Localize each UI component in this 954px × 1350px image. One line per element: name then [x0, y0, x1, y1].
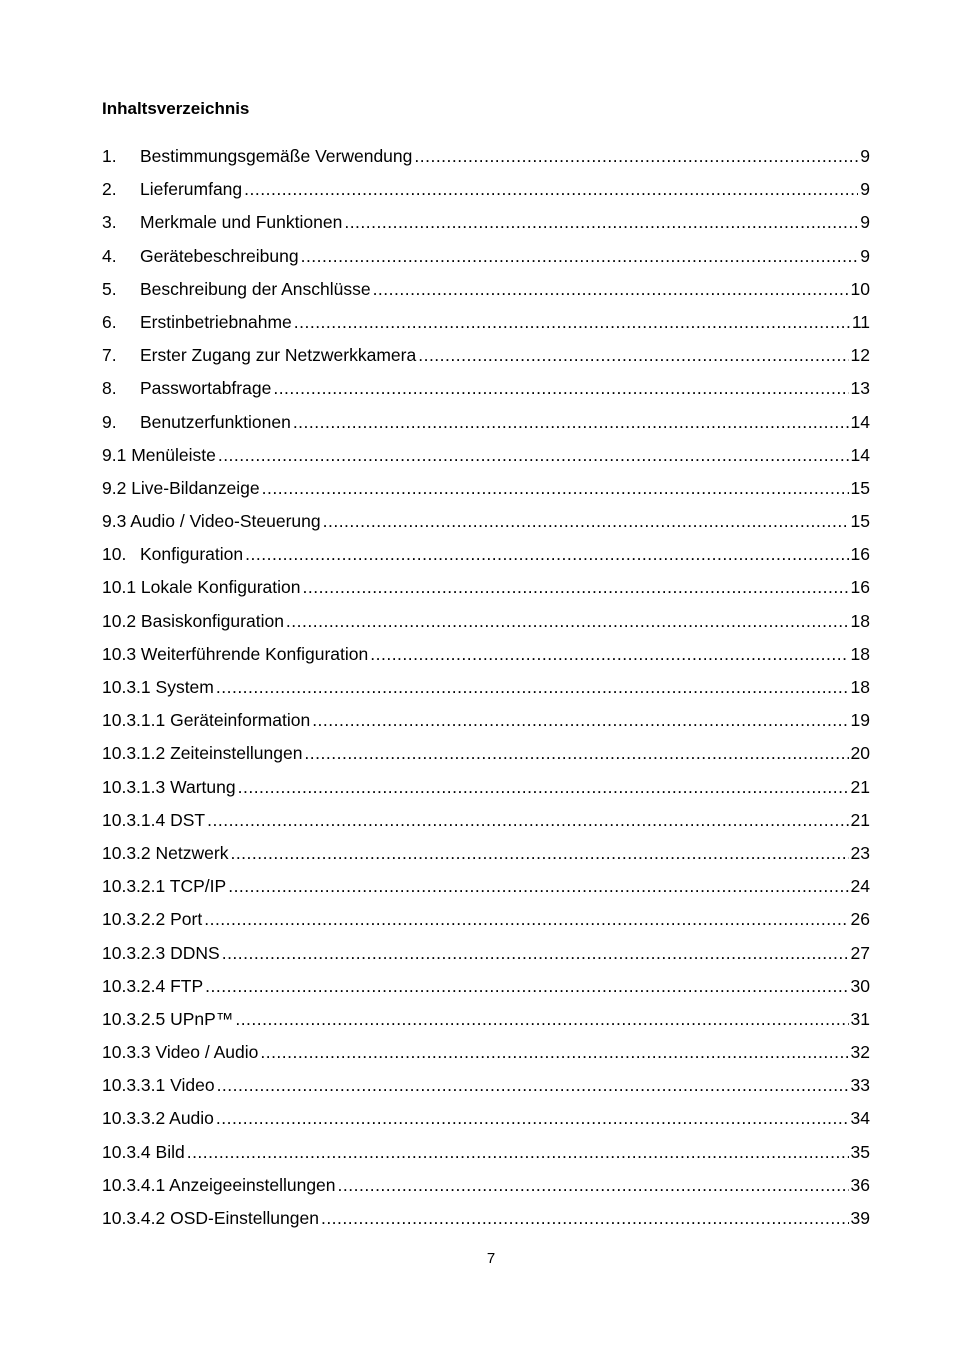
toc-entry-page: 16 — [850, 544, 870, 565]
toc-dot-leader — [216, 1102, 849, 1135]
page-number: 7 — [486, 1250, 496, 1267]
toc-entry-number: 3. — [102, 212, 117, 233]
toc-entry[interactable] — [102, 472, 870, 505]
toc-dot-leader — [222, 937, 849, 970]
toc-entry-page: 9 — [860, 146, 870, 166]
toc-dot-leader — [344, 206, 858, 239]
toc-entry-label: 9.1 Menüleiste — [102, 444, 216, 465]
toc-dot-leader — [216, 671, 849, 704]
toc-title: Inhaltsverzeichnis — [102, 99, 250, 118]
toc-dot-leader — [187, 1136, 849, 1169]
toc-dot-leader — [207, 804, 848, 837]
toc-entry-label: 10.3.2 Netzwerk — [102, 842, 229, 863]
toc-entry[interactable] — [102, 870, 870, 903]
toc-entry-page: 18 — [850, 643, 870, 664]
toc-dot-leader — [228, 870, 848, 903]
toc-entry[interactable] — [102, 1102, 870, 1135]
toc-dot-leader — [418, 339, 848, 372]
toc-entry-label: Benutzerfunktionen — [140, 411, 291, 432]
toc-entry-page: 13 — [850, 378, 870, 399]
toc-entry-label: Passwortabfrage — [140, 378, 272, 399]
toc-entry-number: 2. — [102, 179, 117, 200]
toc-entry[interactable] — [102, 372, 870, 405]
toc-entry-page: 14 — [850, 411, 870, 432]
toc-entry-label: 10.3.2.3 DDNS — [102, 942, 220, 963]
toc-dot-leader — [238, 771, 849, 804]
toc-entry-label: 10.3.2.4 FTP — [102, 975, 204, 996]
toc-entry-label: 10.3.3.1 Video — [102, 1075, 215, 1096]
toc-entry-page: 32 — [850, 1042, 870, 1063]
toc-dot-leader — [205, 970, 848, 1003]
toc-dot-leader — [235, 1003, 848, 1036]
toc-entry-page: 21 — [850, 776, 870, 797]
toc-entry-page: 24 — [850, 876, 870, 897]
toc-entry[interactable] — [102, 505, 870, 538]
toc-entry[interactable] — [102, 240, 870, 273]
toc-entry[interactable] — [102, 140, 870, 173]
toc-entry-page: 9 — [860, 245, 870, 266]
toc-entry-label: 10.3.1.2 Zeiteinstellungen — [102, 743, 303, 764]
toc-entry-page: 12 — [850, 345, 870, 366]
toc-dot-leader — [338, 1169, 849, 1202]
toc-entry[interactable] — [102, 1169, 870, 1202]
toc-entry-page: 15 — [850, 511, 870, 532]
toc-entry[interactable] — [102, 1069, 870, 1102]
toc-entry-page: 10 — [850, 278, 870, 299]
toc-entry-label: 10.3.4.2 OSD-Einstellungen — [102, 1208, 319, 1228]
toc-dot-leader — [323, 505, 849, 538]
toc-entry[interactable] — [102, 1036, 870, 1069]
toc-entry-page: 23 — [850, 842, 870, 863]
toc-entry[interactable] — [102, 1136, 870, 1169]
toc-entry-label: Beschreibung der Anschlüsse — [140, 278, 371, 299]
toc-dot-leader — [293, 406, 849, 439]
toc-entry-number: 1. — [102, 146, 117, 166]
toc-entry-label: 10.3.4 Bild — [102, 1141, 185, 1162]
toc-dot-leader — [204, 903, 848, 936]
toc-entry[interactable] — [102, 406, 870, 439]
toc-entry-page: 34 — [850, 1108, 870, 1129]
toc-entry-page: 9 — [860, 179, 870, 200]
toc-dot-leader — [245, 538, 848, 571]
toc-entry[interactable] — [102, 704, 870, 737]
toc-entry-label: 10.3.1.1 Geräteinformation — [102, 710, 311, 731]
toc-entry[interactable] — [102, 339, 870, 372]
toc-entry-label: 10.2 Basiskonfiguration — [102, 610, 284, 631]
toc-dot-leader — [218, 439, 849, 472]
toc-entry-number: 7. — [102, 345, 117, 366]
toc-entry[interactable] — [102, 638, 870, 671]
toc-entry-label: Erster Zugang zur Netzwerkkamera — [140, 345, 417, 366]
toc-entry-label: 9.2 Live-Bildanzeige — [102, 477, 260, 498]
toc-entry[interactable] — [102, 970, 870, 1003]
toc-entry-page: 21 — [850, 809, 870, 830]
toc-entry-label: Merkmale und Funktionen — [140, 212, 343, 233]
toc-entry-label: 10.3.3.2 Audio — [102, 1108, 214, 1129]
toc-dot-leader — [301, 240, 859, 273]
toc-entry[interactable] — [102, 903, 870, 936]
toc-entry-page: 18 — [850, 610, 870, 631]
toc-entry-label: 10.3.2.1 TCP/IP — [102, 876, 227, 897]
toc-entry[interactable] — [102, 804, 870, 837]
toc-entry-number: 6. — [102, 311, 117, 332]
toc-entry-number: 5. — [102, 278, 117, 299]
toc-entry-number: 10. — [102, 544, 127, 565]
toc-dot-leader — [370, 638, 848, 671]
toc-entry[interactable] — [102, 538, 870, 571]
toc-entry-label: 10.3.4.1 Anzeigeeinstellungen — [102, 1174, 336, 1195]
toc-entry-page: 30 — [850, 975, 870, 996]
toc-entry[interactable] — [102, 306, 870, 339]
toc-entry-page: 39 — [850, 1208, 870, 1228]
toc-entry[interactable] — [102, 837, 870, 870]
toc-entry-label: 10.3 Weiterführende Konfiguration — [102, 643, 369, 664]
toc-entry[interactable] — [102, 737, 870, 770]
toc-entry-label: Bestimmungsgemäße Verwendung — [140, 146, 413, 166]
toc-entry[interactable] — [102, 937, 870, 970]
toc-entry-label: 10.1 Lokale Konfiguration — [102, 577, 301, 598]
toc-dot-leader — [373, 273, 849, 306]
toc-dot-leader — [302, 571, 848, 604]
toc-entry-page: 18 — [850, 677, 870, 697]
toc-dot-leader — [294, 306, 850, 339]
toc-entry-label: 10.3.3 Video / Audio — [102, 1042, 259, 1063]
toc-dot-leader — [312, 704, 848, 737]
toc-entry-page: 15 — [850, 477, 870, 498]
toc-entry-label: 10.3.1 System — [102, 677, 214, 697]
toc-entry[interactable] — [102, 671, 870, 704]
toc-entry-page: 11 — [851, 311, 870, 332]
toc-entry[interactable] — [102, 439, 870, 472]
toc-dot-leader — [273, 372, 848, 405]
toc-entry-label: 10.3.2.5 UPnP™ — [102, 1008, 234, 1029]
toc-dot-leader — [262, 472, 849, 505]
toc-entry-number: 4. — [102, 245, 117, 266]
toc-entry-page: 19 — [850, 710, 870, 731]
toc-entry-number: 9. — [102, 411, 117, 432]
toc-entry[interactable] — [102, 1202, 870, 1235]
toc-entry-label: 10.3.2.2 Port — [102, 909, 203, 930]
toc-entry-page: 20 — [850, 743, 870, 764]
toc-entry[interactable] — [102, 1003, 870, 1036]
toc-entry[interactable] — [102, 605, 870, 638]
toc-entry-label: 10.3.1.4 DST — [102, 809, 206, 830]
toc-entry[interactable] — [102, 206, 870, 239]
toc-entry-page: 26 — [850, 909, 870, 930]
toc-entry-page: 36 — [850, 1174, 870, 1195]
toc-entry-label: Konfiguration — [140, 544, 244, 565]
toc-entry-label: Erstinbetriebnahme — [140, 311, 292, 332]
toc-entry-page: 16 — [850, 577, 870, 598]
toc-entry[interactable] — [102, 571, 870, 604]
toc-dot-leader — [217, 1069, 849, 1102]
toc-entry-label: Gerätebeschreibung — [140, 245, 299, 266]
toc-entry-label: Lieferumfang — [140, 179, 243, 200]
toc-entry[interactable] — [102, 273, 870, 306]
toc-entry-number: 8. — [102, 378, 117, 399]
toc-dot-leader — [244, 173, 858, 206]
toc-entry-label: 10.3.1.3 Wartung — [102, 776, 236, 797]
toc-entry-page: 33 — [850, 1075, 870, 1096]
toc-dot-leader — [414, 140, 858, 173]
toc-entry-page: 31 — [850, 1008, 870, 1029]
toc-entry-label: 9.3 Audio / Video-Steuerung — [102, 511, 321, 532]
toc-entry-page: 9 — [860, 212, 870, 233]
toc-entry-page: 35 — [850, 1141, 870, 1162]
toc-list — [102, 140, 870, 1235]
toc-dot-leader — [321, 1202, 849, 1235]
toc-dot-leader — [286, 605, 849, 638]
toc-dot-leader — [230, 837, 848, 870]
toc-entry-page: 27 — [850, 942, 870, 963]
toc-entry-page: 14 — [850, 444, 870, 465]
toc-entry[interactable] — [102, 173, 870, 206]
toc-entry[interactable] — [102, 771, 870, 804]
toc-dot-leader — [260, 1036, 848, 1069]
toc-dot-leader — [304, 737, 848, 770]
